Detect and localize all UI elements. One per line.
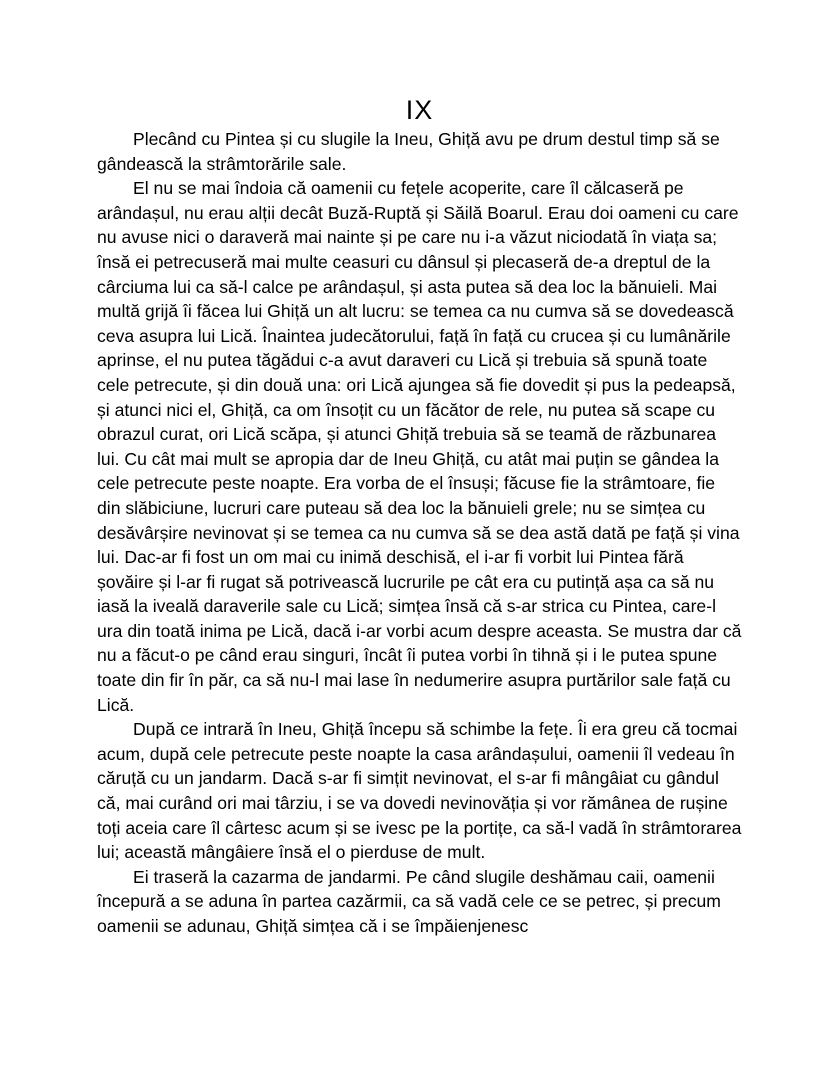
paragraph: El nu se mai îndoia că oamenii cu fețele acoperite, care îl călcaseră pe arândașul, nu erau alții decât Buză-Ruptă și Săilă Boarul. Erau doi oameni cu care nu avuse nici o daraveră mai nainte și pe care nu i-a văzut niciodată în viața sa; însă ei petrecuseră mai multe ceasuri cu dânsul și plecaseră de-a dreptul de la cârciuma lui ca să-l calce pe arândașul, și asta putea să dea loc la bănuieli. Mai multă grijă îi făcea lui Ghiță un alt lucru: se temea ca nu cumva să se dovedească ceva asupra lui Lică. Înaintea judecătorului, față în față cu crucea și cu lumânările aprinse, el nu putea tăgădui c-a avut daraveri cu Lică și trebuia să spună toate cele petrecute, și din două una: ori Lică ajungea să fie dovedit și pus la pedeapsă, și atunci nici el, Ghiță, ca om însoțit cu un făcător de rele, nu putea să scape cu obrazul curat, ori Lică scăpa, și atunci Ghiță trebuia să se teamă de răzbunarea lui. Cu cât mai mult se apropia dar de Ineu Ghiță, cu atât mai puțin se gândea la cele petrecute peste noapte. Era vorba de el însuși; făcuse fie la strâmtoare, fie din slăbiciune, lucruri care puteau să dea loc la bănuieli grele; nu se simțea cu desăvârșire nevinovat și se temea ca nu cumva să se dea astă dată pe față și vina lui. Dac-ar fi fost un om mai cu inimă deschisă, el i-ar fi vorbit lui Pintea fără șovăire și l-ar fi rugat să potrivească lucrurile pe cât era cu putință așa ca să nu iasă la iveală daraverile sale cu Lică; simțea însă că s-ar strica cu Pintea, care-l ura din toată inima pe Lică, dacă i-ar vorbi acum despre aceasta. Se mustra dar că nu a făcut-o pe când erau singuri, încât îi putea vorbi în tihnă și i le putea spune toate din fir în păr, ca să nu-l mai lase în nedumerire asupra purtărilor sale față cu Lică.	[97, 178, 742, 715]
paragraph: Ei traseră la cazarma de jandarmi. Pe când slugile deshămau caii, oamenii începură a se aduna în partea cazărmii, ca să vadă cele ce se petrec, și precum oamenii se adunau, Ghiță simțea că i se împăienjenesc	[97, 866, 721, 936]
paragraph: După ce intrară în Ineu, Ghiță începu să schimbe la fețe. Îi era greu că tocmai acum, după cele petrecute peste noapte la casa arândașului, oamenii îl vedeau în căruță cu un jandarm. Dacă s-ar fi simțit nevinovat, el s-ar fi mângâiat cu gândul că, mai curând ori mai târziu, i se va dovedi nevinovăția și vor rămânea de rușine toți aceia care îl cârtesc acum și se ivesc pe la portițe, ca să-l vadă în strâmtorarea lui; această mângâiere însă el o pierduse de mult.	[97, 719, 742, 863]
document-page	[97, 93, 742, 939]
chapter-title: IX	[405, 95, 434, 125]
paragraph: Plecând cu Pintea și cu slugile la Ineu, Ghiță avu pe drum destul timp să se gândească la strâmtorările sale.	[97, 129, 720, 174]
